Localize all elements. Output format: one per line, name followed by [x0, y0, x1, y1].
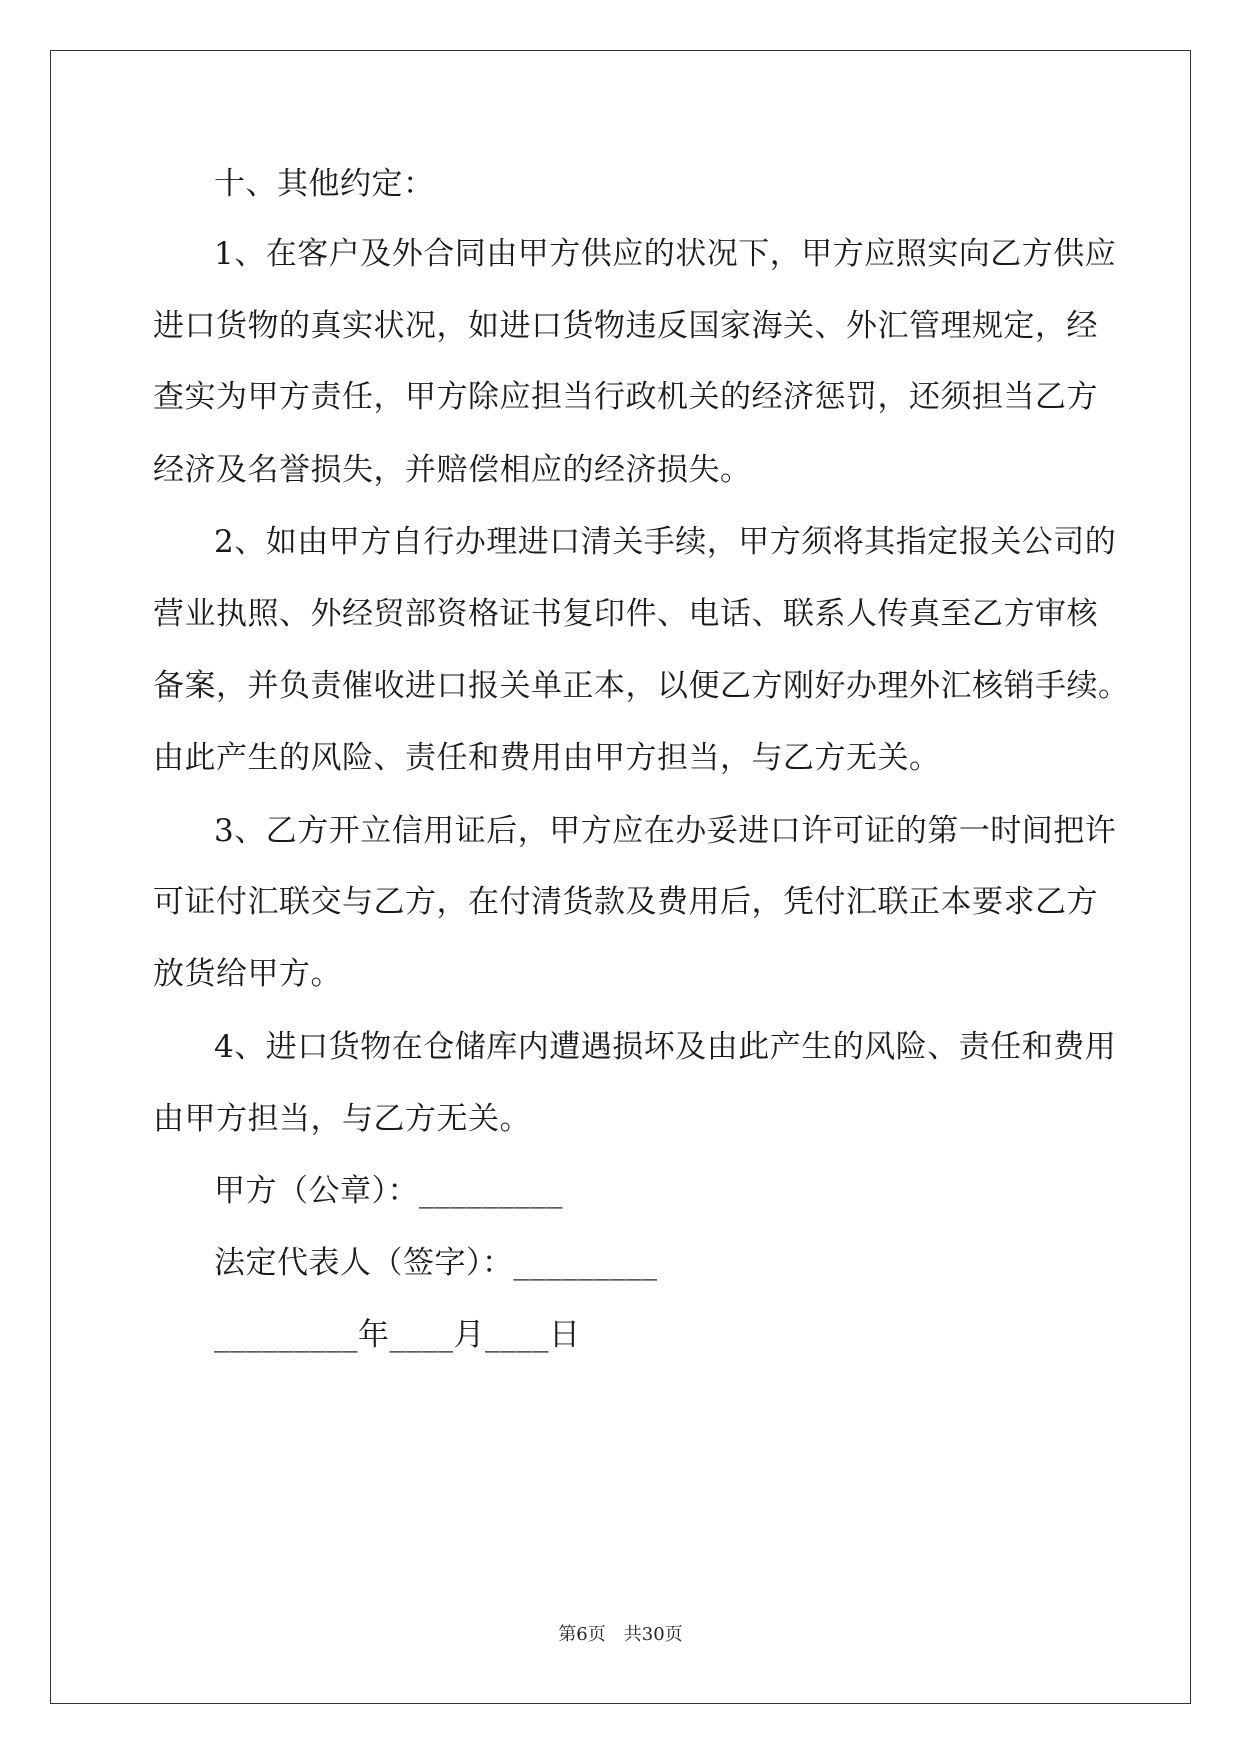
- clause-2-line-1: 2、如由甲方自行办理进口清关手续，甲方须将其指定报关公司的: [214, 524, 1117, 560]
- clause-2-line-4: 由此产生的风险、责任和费用由甲方担当，与乙方无关。: [153, 740, 941, 776]
- clause-4-line-2: 由甲方担当，与乙方无关。: [153, 1101, 531, 1137]
- clause-3-line-1: 3、乙方开立信用证后，甲方应在办妥进口许可证的第一时间把许: [214, 813, 1117, 849]
- clause-2-line-2: 营业执照、外经贸部资格证书复印件、电话、联系人传真至乙方审核: [153, 596, 1098, 632]
- clause-1-line-1: 1、在客户及外合同由甲方供应的状况下，甲方应照实向乙方供应: [214, 236, 1117, 272]
- clause-1-line-4: 经济及名誉损失，并赔偿相应的经济损失。: [153, 452, 752, 488]
- page-number: 第6页 共30页: [558, 1624, 683, 1645]
- section-heading: 十、其他约定：: [214, 166, 435, 202]
- clause-4-line-1: 4、进口货物在仓储库内遭遇损坏及由此产生的风险、责任和费用: [214, 1029, 1117, 1065]
- clause-3-line-3: 放货给甲方。: [153, 956, 342, 992]
- clause-2-line-3: 备案，并负责催收进口报关单正本，以便乙方刚好办理外汇核销手续。: [153, 668, 1130, 704]
- clause-3-line-2: 可证付汇联交与乙方，在付清货款及费用后，凭付汇联正本要求乙方: [153, 884, 1098, 920]
- clause-1-line-2: 进口货物的真实状况，如进口货物违反国家海关、外汇管理规定，经: [153, 308, 1098, 344]
- signature-representative: 法定代表人（签字）：_________: [214, 1245, 658, 1281]
- signature-party-a: 甲方（公章）：_________: [214, 1173, 563, 1209]
- signature-date: _________年____月____日: [214, 1317, 581, 1353]
- clause-1-line-3: 查实为甲方责任，甲方除应担当行政机关的经济惩罚，还须担当乙方: [153, 379, 1098, 415]
